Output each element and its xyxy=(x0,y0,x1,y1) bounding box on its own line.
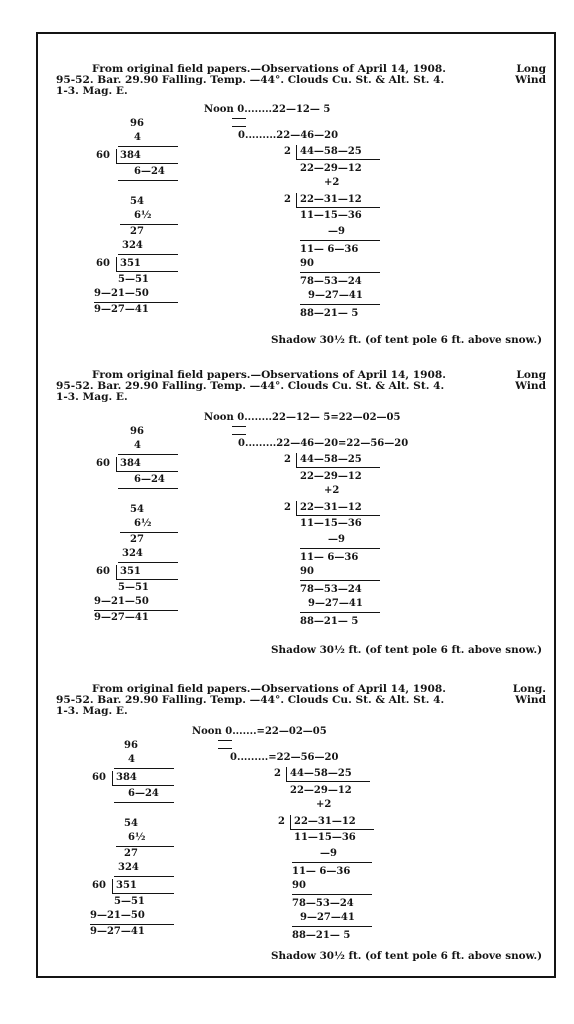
left-value: 54 xyxy=(124,818,138,829)
header-line-3: 1-3. Mag. E. xyxy=(56,705,128,717)
right-value: 88—21— 5 xyxy=(292,930,351,941)
left-value: 6½ xyxy=(134,210,152,221)
division-bracket xyxy=(296,453,297,467)
right-value: 9—27—41 xyxy=(308,290,363,301)
right-value: 2 xyxy=(278,816,285,827)
header-title: From original field papers.—Observations of April 14, 1908. xyxy=(92,683,446,695)
right-value: 11—15—36 xyxy=(300,518,362,529)
header-line-3: 1-3. Mag. E. xyxy=(56,85,128,97)
rule-line xyxy=(112,893,174,894)
noon-reading: Noon 0........22—12— 5=22—02—05 xyxy=(204,412,401,423)
right-value: +2 xyxy=(324,177,340,188)
rule-line xyxy=(296,467,380,468)
rule-line xyxy=(114,768,174,769)
rule-line xyxy=(292,894,372,895)
rule-line xyxy=(116,579,178,580)
left-value: 9—27—41 xyxy=(94,612,149,623)
left-value: 351 xyxy=(120,566,141,577)
left-value: 4 xyxy=(128,754,135,765)
rule-line xyxy=(120,532,178,533)
rule-line xyxy=(292,926,372,927)
rule-line xyxy=(300,304,380,305)
header-title: From original field papers.—Observations of April 14, 1908. xyxy=(92,63,446,75)
left-value: 9—21—50 xyxy=(94,596,149,607)
left-value: 54 xyxy=(130,196,144,207)
equals-mark xyxy=(232,426,246,435)
left-value: 54 xyxy=(130,504,144,515)
division-bracket xyxy=(116,257,117,271)
right-value: 22—29—12 xyxy=(300,163,362,174)
noon-reading: Noon 0.......=22—02—05 xyxy=(192,726,327,737)
shadow-note: Shadow 30½ ft. (of tent pole 6 ft. above snow.) xyxy=(271,644,542,656)
right-value: 11— 6—36 xyxy=(300,244,359,255)
right-value: 2 xyxy=(274,768,281,779)
zero-reading: 0.........22—46—20 xyxy=(238,130,339,141)
header-wind: Wind xyxy=(515,694,546,706)
rule-line xyxy=(300,612,380,613)
left-value: 27 xyxy=(130,226,144,237)
left-value: 4 xyxy=(134,440,141,451)
left-value: 9—27—41 xyxy=(94,304,149,315)
left-value: 5—51 xyxy=(114,896,145,907)
right-value: 9—27—41 xyxy=(300,912,355,923)
right-value: 88—21— 5 xyxy=(300,616,359,627)
left-value: 6—24 xyxy=(134,474,165,485)
left-value: 60 xyxy=(96,566,110,577)
shadow-note: Shadow 30½ ft. (of tent pole 6 ft. above snow.) xyxy=(271,950,542,962)
right-value: 22—31—12 xyxy=(300,502,362,513)
right-value: +2 xyxy=(324,485,340,496)
rule-line xyxy=(300,580,380,581)
rule-line xyxy=(116,471,178,472)
left-value: 324 xyxy=(122,548,143,559)
right-value: 2 xyxy=(284,146,291,157)
shadow-note: Shadow 30½ ft. (of tent pole 6 ft. above snow.) xyxy=(271,334,542,346)
left-value: 5—51 xyxy=(118,274,149,285)
left-value: 5—51 xyxy=(118,582,149,593)
header-title: From original field papers.—Observations of April 14, 1908. xyxy=(92,369,446,381)
rule-line xyxy=(292,862,372,863)
division-bracket xyxy=(296,193,297,207)
rule-line xyxy=(116,163,178,164)
equals-mark xyxy=(218,740,232,749)
right-value: 78—53—24 xyxy=(300,584,362,595)
right-value: 44—58—25 xyxy=(300,146,362,157)
left-value: 60 xyxy=(96,258,110,269)
right-value: —9 xyxy=(328,226,345,237)
left-value: 6—24 xyxy=(128,788,159,799)
division-bracket xyxy=(112,879,113,893)
left-value: 6½ xyxy=(134,518,152,529)
left-value: 60 xyxy=(96,150,110,161)
right-value: 44—58—25 xyxy=(290,768,352,779)
left-value: 60 xyxy=(92,772,106,783)
rule-line xyxy=(116,271,178,272)
noon-reading: Noon 0........22—12— 5 xyxy=(204,104,331,115)
right-value: 11— 6—36 xyxy=(292,866,351,877)
division-bracket xyxy=(116,457,117,471)
right-value: 22—29—12 xyxy=(300,471,362,482)
rule-line xyxy=(118,146,178,147)
rule-line xyxy=(120,224,178,225)
left-value: 384 xyxy=(120,458,141,469)
header-long: Long xyxy=(516,63,546,75)
division-bracket xyxy=(116,149,117,163)
left-value: 60 xyxy=(96,458,110,469)
left-value: 9—21—50 xyxy=(94,288,149,299)
rule-line xyxy=(118,562,178,563)
header-line-2: 95-52. Bar. 29.90 Falling. Temp. —44°. Clouds Cu. St. & Alt. St. 4. xyxy=(56,380,445,392)
left-value: 96 xyxy=(130,118,144,129)
left-value: 9—27—41 xyxy=(90,926,145,937)
rule-line xyxy=(118,180,178,181)
right-value: 2 xyxy=(284,454,291,465)
left-value: 96 xyxy=(124,740,138,751)
rule-line xyxy=(300,548,380,549)
header-line-3: 1-3. Mag. E. xyxy=(56,391,128,403)
left-value: 6—24 xyxy=(134,166,165,177)
right-value: 88—21— 5 xyxy=(300,308,359,319)
rule-line xyxy=(290,829,374,830)
right-value: 90 xyxy=(300,566,314,577)
equals-mark xyxy=(232,118,246,127)
header-line-2: 95-52. Bar. 29.90 Falling. Temp. —44°. Clouds Cu. St. & Alt. St. 4. xyxy=(56,694,445,706)
zero-reading: 0.........22—46—20=22—56—20 xyxy=(238,438,409,449)
header-long: Long. xyxy=(512,683,546,695)
left-value: 351 xyxy=(116,880,137,891)
left-value: 60 xyxy=(92,880,106,891)
division-bracket xyxy=(296,501,297,515)
rule-line xyxy=(300,272,380,273)
division-bracket xyxy=(290,815,291,829)
header-long: Long xyxy=(516,369,546,381)
division-bracket xyxy=(286,767,287,781)
rule-line xyxy=(296,159,380,160)
zero-reading: 0.........=22—56—20 xyxy=(230,752,339,763)
header-line-2: 95-52. Bar. 29.90 Falling. Temp. —44°. Clouds Cu. St. & Alt. St. 4. xyxy=(56,74,445,86)
rule-line xyxy=(114,876,174,877)
division-bracket xyxy=(112,771,113,785)
right-value: 22—29—12 xyxy=(290,785,352,796)
observation-block-1 xyxy=(38,64,558,374)
observation-block-3 xyxy=(38,684,558,994)
rule-line xyxy=(114,802,174,803)
division-bracket xyxy=(296,145,297,159)
rule-line xyxy=(296,515,380,516)
right-value: —9 xyxy=(320,848,337,859)
right-value: 78—53—24 xyxy=(300,276,362,287)
left-value: 384 xyxy=(116,772,137,783)
right-value: 78—53—24 xyxy=(292,898,354,909)
observation-block-2 xyxy=(38,370,558,680)
right-value: +2 xyxy=(316,799,332,810)
right-value: 90 xyxy=(292,880,306,891)
left-value: 6½ xyxy=(128,832,146,843)
right-value: 11—15—36 xyxy=(300,210,362,221)
right-value: 90 xyxy=(300,258,314,269)
rule-line xyxy=(286,781,370,782)
right-value: 9—27—41 xyxy=(308,598,363,609)
right-value: 2 xyxy=(284,502,291,513)
right-value: 22—31—12 xyxy=(294,816,356,827)
left-value: 9—21—50 xyxy=(90,910,145,921)
header-wind: Wind xyxy=(515,74,546,86)
right-value: 11— 6—36 xyxy=(300,552,359,563)
left-value: 27 xyxy=(130,534,144,545)
division-bracket xyxy=(116,565,117,579)
rule-line xyxy=(112,785,174,786)
header-wind: Wind xyxy=(515,380,546,392)
rule-line xyxy=(296,207,380,208)
rule-line xyxy=(118,254,178,255)
left-value: 351 xyxy=(120,258,141,269)
left-value: 324 xyxy=(118,862,139,873)
right-value: —9 xyxy=(328,534,345,545)
rule-line xyxy=(118,454,178,455)
left-value: 384 xyxy=(120,150,141,161)
left-value: 4 xyxy=(134,132,141,143)
left-value: 324 xyxy=(122,240,143,251)
rule-line xyxy=(300,240,380,241)
left-value: 27 xyxy=(124,848,138,859)
right-value: 22—31—12 xyxy=(300,194,362,205)
rule-line xyxy=(118,488,178,489)
left-value: 96 xyxy=(130,426,144,437)
right-value: 2 xyxy=(284,194,291,205)
right-value: 44—58—25 xyxy=(300,454,362,465)
right-value: 11—15—36 xyxy=(294,832,356,843)
page-border xyxy=(36,32,556,978)
